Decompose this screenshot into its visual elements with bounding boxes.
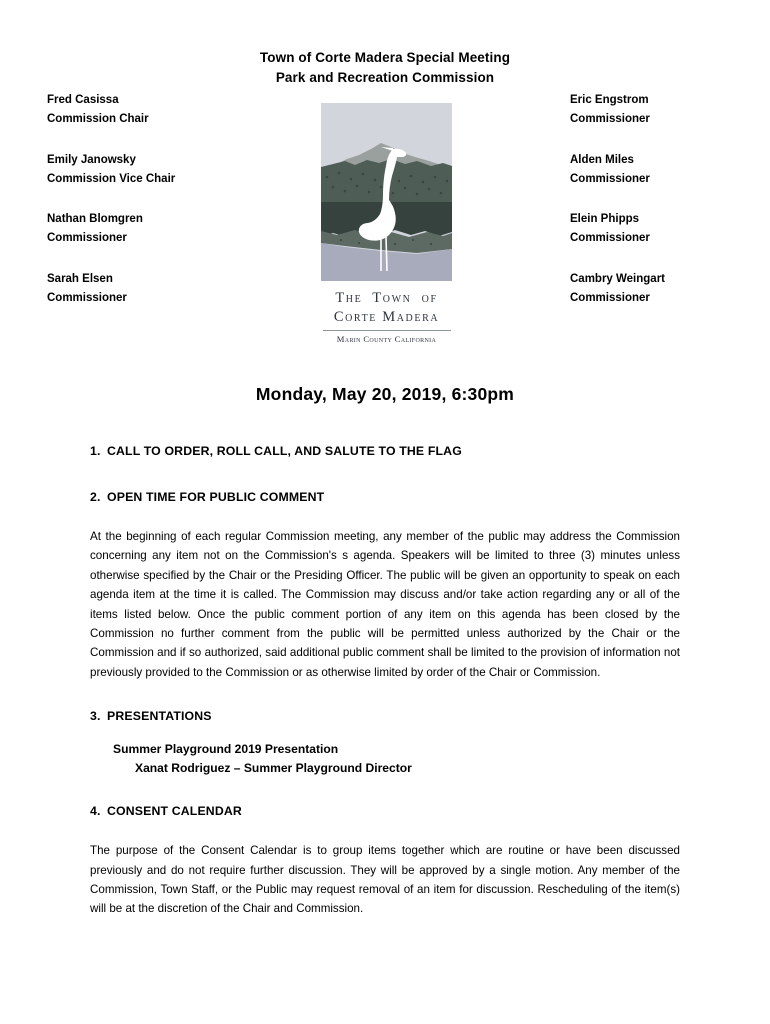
member-name: Eric Engstrom bbox=[570, 94, 649, 106]
member-role: Commissioner bbox=[570, 172, 650, 185]
agenda-item-2-heading bbox=[90, 489, 680, 505]
agenda-item-1 bbox=[90, 443, 680, 459]
roster-column-right bbox=[570, 91, 760, 308]
roster-member bbox=[47, 210, 297, 249]
wordmark-divider bbox=[323, 330, 451, 331]
spacer bbox=[90, 459, 680, 489]
roster-member bbox=[570, 91, 760, 130]
spacer bbox=[90, 724, 680, 740]
title-line-1: Town of Corte Madera Special Meeting bbox=[259, 50, 511, 65]
presentation-title: Summer Playground 2019 Presentation bbox=[113, 742, 339, 757]
agenda-item-4 bbox=[90, 803, 680, 919]
agenda-item-2-title: OPEN TIME FOR PUBLIC COMMENT bbox=[107, 490, 325, 504]
member-role: Commissioner bbox=[570, 113, 650, 126]
agenda-item-1-heading bbox=[90, 443, 680, 459]
agenda-item-4-heading bbox=[90, 803, 680, 819]
agenda-item-1-title: CALL TO ORDER, ROLL CALL, AND SALUTE TO THE FLAG bbox=[107, 444, 462, 458]
member-name: Elein Phipps bbox=[570, 213, 640, 226]
member-role: Commission Chair bbox=[47, 113, 149, 126]
member-name: Sarah Elsen bbox=[47, 272, 113, 285]
agenda-item-4-paragraph: The purpose of the Consent Calendar is to group items together which are routine or have been discussed previously and do not require further discussion. They will be approved by a single motion. Any member of the Commission, Town Staff, or the Public may request removal of an item for discussion. Rescheduling of the item(s) will be at the discretion of the Chair and Commission. bbox=[90, 844, 680, 916]
agenda-item-4-number: 4. bbox=[90, 804, 101, 819]
agenda-item-1-number: 1. bbox=[90, 444, 101, 458]
wordmark-line-1: The Town of bbox=[335, 290, 438, 306]
member-name: Alden Miles bbox=[570, 153, 634, 166]
roster-member bbox=[47, 151, 297, 190]
agenda-list bbox=[90, 443, 680, 919]
member-role: Commissioner bbox=[47, 232, 127, 245]
agenda-item-3-title: PRESENTATIONS bbox=[107, 709, 212, 724]
spacer bbox=[90, 777, 680, 803]
member-role: Commissioner bbox=[47, 292, 127, 305]
agenda-item-2 bbox=[90, 489, 680, 682]
wordmark-subtitle: Marin County California bbox=[336, 334, 437, 344]
roster-member bbox=[570, 151, 760, 190]
spacer bbox=[90, 682, 680, 708]
agenda-item-3 bbox=[90, 708, 680, 777]
title-line-2: Park and Recreation Commission bbox=[275, 70, 495, 85]
presentation-presenter: Xanat Rodriguez – Summer Playground Director bbox=[135, 760, 412, 775]
member-role: Commissioner bbox=[570, 292, 650, 305]
roster-member bbox=[570, 210, 760, 249]
town-logo bbox=[321, 103, 452, 345]
member-name: Emily Janowsky bbox=[47, 153, 136, 166]
roster-member bbox=[570, 270, 760, 309]
member-role: Commission Vice Chair bbox=[47, 172, 176, 185]
agenda-item-3-heading bbox=[90, 708, 680, 724]
agenda-item-4-title: CONSENT CALENDAR bbox=[107, 804, 242, 819]
member-name: Fred Casissa bbox=[47, 94, 119, 106]
spacer bbox=[90, 819, 680, 841]
member-name: Cambry Weingart bbox=[570, 272, 666, 285]
member-name: Nathan Blomgren bbox=[47, 213, 143, 226]
roster-column-left bbox=[47, 91, 297, 308]
agenda-item-2-paragraph: At the beginning of each regular Commission meeting, any member of the public may address the Commission concerning any item not on the Commission's s agenda. Speakers will be limited to three (3) minutes unless otherwise specified by the Chair or the Presiding Officer. The public will be given an opportunity to speak on each agenda item at the time it is called. The Commission may discuss and/or take action regarding any or all of the items listed below. Once the public comment portion of any item on this agenda has been closed by the Commission no further comment from the public will be permitted unless authorized by the Chair or the Commission and if so authorized, said additional public comment shall be limited to the provision of information not previously provided to the Commission or as otherwise limited by order of the Chair or Commission. bbox=[90, 530, 680, 679]
agenda-item-2-number: 2. bbox=[90, 490, 101, 504]
agenda-item-3-number: 3. bbox=[90, 709, 101, 724]
member-role: Commissioner bbox=[570, 232, 650, 245]
egret-logo-icon bbox=[321, 103, 452, 281]
spacer bbox=[90, 505, 680, 527]
meeting-date: Monday, May 20, 2019, 6:30pm bbox=[255, 384, 515, 404]
presentation-entry bbox=[90, 740, 680, 777]
roster-member bbox=[47, 270, 297, 309]
roster-member bbox=[47, 91, 297, 130]
town-wordmark bbox=[321, 289, 452, 345]
page-title bbox=[0, 48, 770, 88]
wordmark-line-2: Corte Madera bbox=[333, 309, 440, 325]
